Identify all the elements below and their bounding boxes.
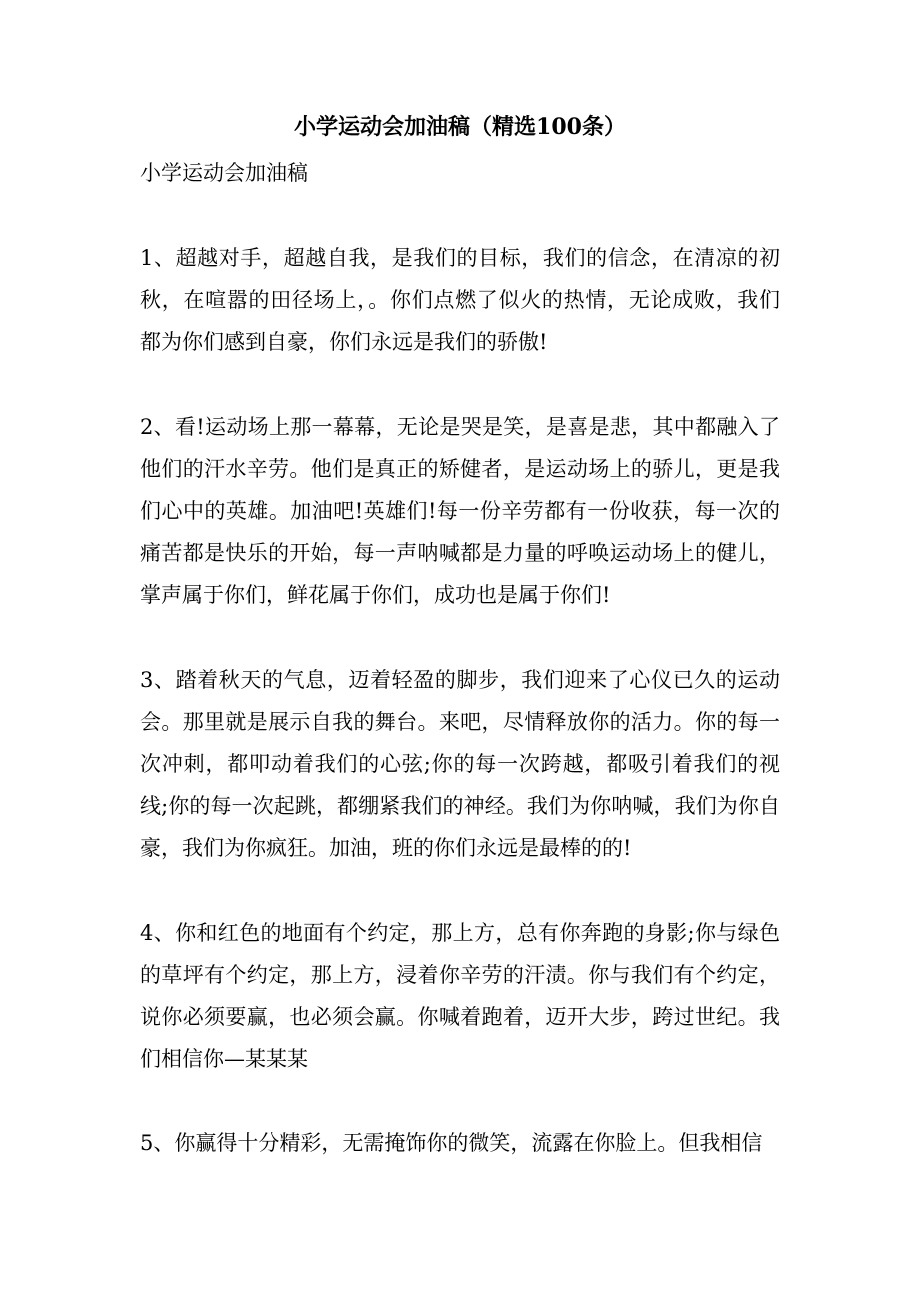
paragraph-1: 1、超越对手，超越自我，是我们的目标，我们的信念，在清凉的初秋，在喧嚣的田径场上，。你们点燃了似火的热情，无论成败，我们都为你们感到自豪，你们永远是我们的骄傲! — [140, 246, 780, 354]
document-subtitle: 小学运动会加油稿 — [140, 161, 308, 185]
paragraph-2: 2、看!运动场上那一幕幕，无论是哭是笑，是喜是悲，其中都融入了他们的汗水辛劳。他们是真正的矫健者，是运动场上的骄儿，更是我们心中的英雄。加油吧!英雄们!每一份辛劳都有一份收获，每一次的痛苦都是快乐的开始，每一声呐喊都是力量的呼唤运动场上的健儿，掌声属于你们，鲜花属于你们，成功也是属于你们! — [140, 415, 780, 607]
document-title: 小学运动会加油稿（精选100条） — [294, 114, 626, 140]
paragraph-4: 4、你和红色的地面有个约定，那上方，总有你奔跑的身影;你与绿色的草坪有个约定，那上方，浸着你辛劳的汗渍。你与我们有个约定，说你必须要赢，也必须会赢。你喊着跑着，迈开大步，跨过世纪。我们相信你—某某某 — [140, 921, 780, 1071]
paragraph-5: 5、你赢得十分精彩，无需掩饰你的微笑，流露在你脸上。但我相信 — [140, 1131, 763, 1155]
paragraph-3: 3、踏着秋天的气息，迈着轻盈的脚步，我们迎来了心仪已久的运动会。那里就是展示自我的舞台。来吧，尽情释放你的活力。你的每一次冲刺，都叩动着我们的心弦;你的每一次跨越，都吸引着我们的视线;你的每一次起跳，都绷紧我们的神经。我们为你呐喊，我们为你自豪，我们为你疯狂。加油，班的你们永远是最棒的的! — [140, 668, 780, 860]
